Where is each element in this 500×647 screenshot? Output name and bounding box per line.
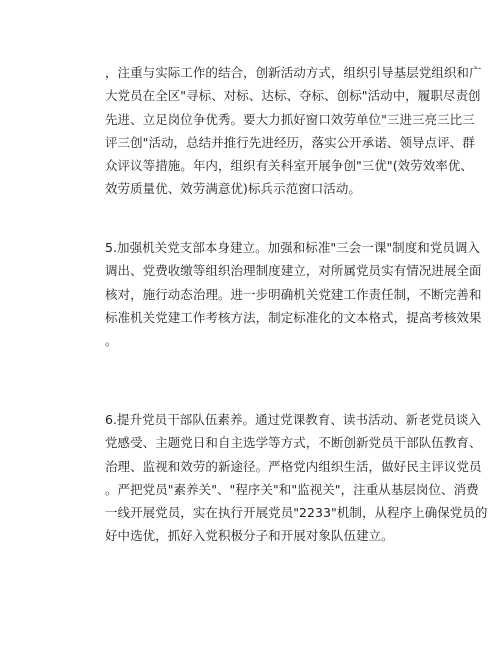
text-line: 5.加强机关党支部本身建立。加强和标准"三会一课"制度和党员调入 [105, 240, 481, 255]
text-line: 标准机关党建工作考核方法，制定标准化的文本格式，提高考核效果 [105, 309, 482, 325]
text-line: ，注重与实际工作的结合，创新活动方式，组织引导基层党组织和广 [105, 65, 482, 80]
text-line: 一线开展党员，实在执行开展党员"2233"机制，从程序上确保党员的 [105, 505, 488, 521]
text-line: 。严把党员"素养关"、"程序关"和"监视关"，注重从基层岗位、消费 [105, 481, 479, 497]
text-line: 6.提升党员干部队伍素养。通过党课教育、读书活动、新老党员谈入 [105, 412, 481, 427]
paragraph-member-quality [105, 408, 488, 548]
text-line: 好中选优，抓好入党积极分子和开展对象队伍建立。 [105, 528, 394, 544]
text-line: 先进、立足岗位争优秀。要大力抓好窗口效劳单位"三进三亮三比三 [105, 111, 475, 127]
text-line: 众评议等措施。年内，组织有关科室开展争创"三优"(效劳效率优、 [105, 158, 473, 174]
text-line: 调出、党费收缴等组织治理制度建立，对所属党员实有情况进展全面 [105, 263, 482, 279]
text-line: 效劳质量优、效劳满意优)标兵示范窗口活动。 [105, 181, 361, 197]
text-line: 。 [105, 333, 118, 349]
text-line: 评三创"活动，总结并推行先进经历，落实公开承诺、领导点评、群 [105, 134, 475, 150]
text-line: 核对，施行动态治理。进一步明确机关党建工作责任制，不断完善和 [105, 286, 482, 302]
text-line: 大党员在全区"寻标、对标、达标、夺标、创标"活动中，履职尽责创 [105, 88, 481, 104]
text-line: 治理、监视和效劳的新途径。严格党内组织生活，做好民主评议党员 [105, 458, 482, 474]
text-line: 党感受、主题党日和自主选学等方式，不断创新党员干部队伍教育、 [105, 435, 482, 451]
paragraph-branch-construction [105, 236, 482, 352]
paragraph-activity-methods [105, 61, 482, 201]
